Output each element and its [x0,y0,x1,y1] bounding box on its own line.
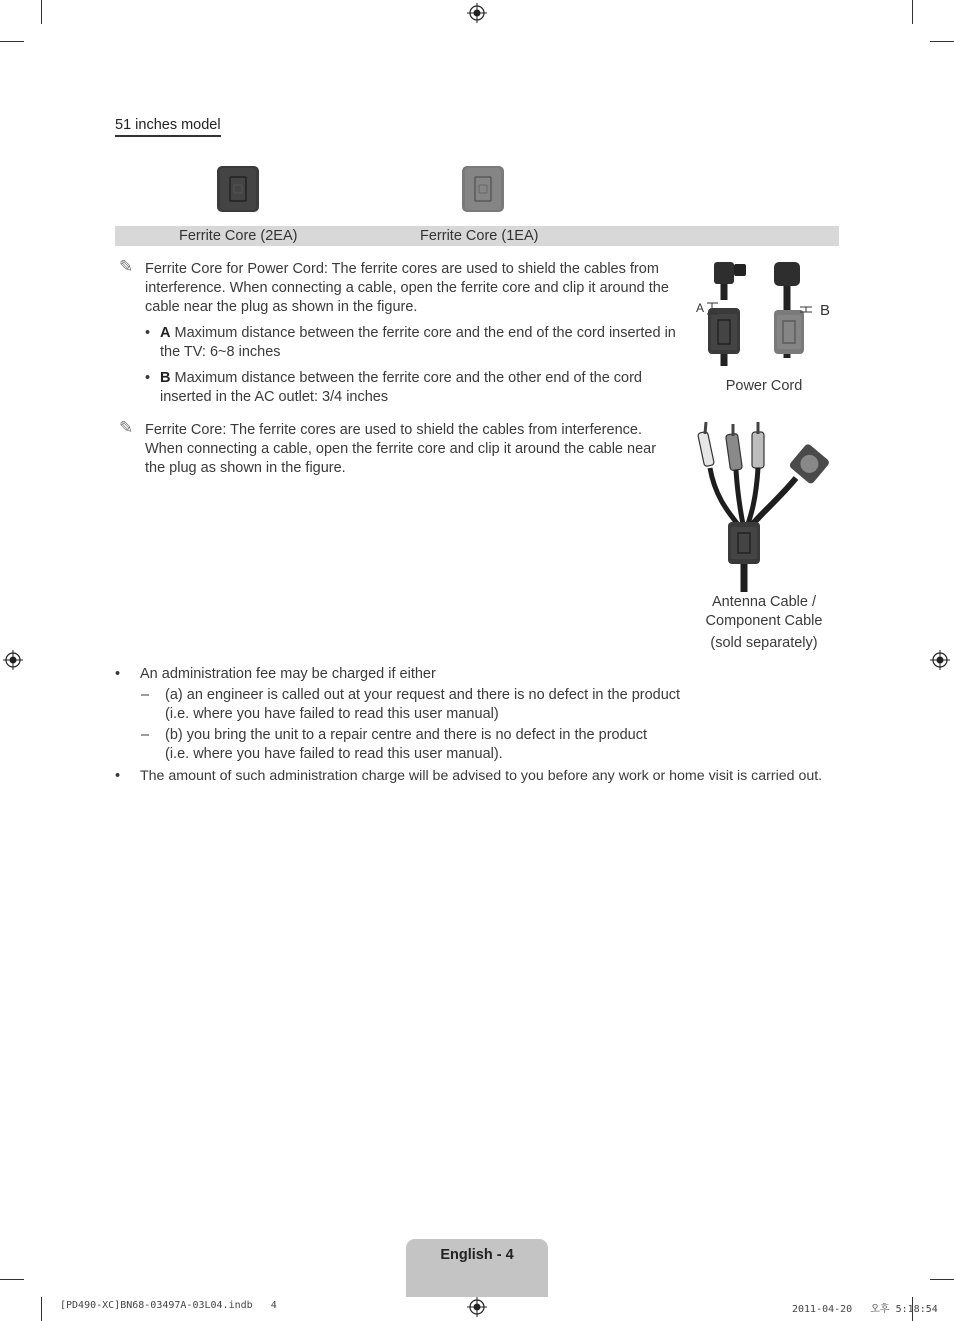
label-b: B [820,302,831,319]
crop-mark [930,41,954,42]
ferrite-core-note: Ferrite Core: The ferrite cores are used to shield the cables from interference. When connecting a cable, open the ferrite core and clip it around the cable near the plug as shown in the figure. [145,422,657,476]
bullet-dot: • [115,666,121,682]
registration-mark-icon [467,3,487,23]
ferrite-core-gray-icon [461,165,505,213]
accessory-label: Ferrite Core (2EA) [179,228,298,244]
bullet-key: A [160,325,171,341]
crop-mark [0,1279,24,1280]
antenna-caption-line: Antenna Cable / [712,594,816,610]
print-file-info: [PD490-XC]BN68-03497A-03L04.indb 4 [60,1300,277,1311]
bullet-dot: • [145,325,151,341]
page-number-tab [406,1239,548,1297]
dash: – [141,727,150,743]
page-label: English - 4 [440,1247,514,1263]
power-cord-note: Ferrite Core for Power Cord: The ferrite cores are used to shield the cables from interference. When connecting a cable, open the ferrite core and clip it around the cable near the plug as shown in the figure. [145,261,669,315]
power-cord-caption: Power Cord [725,378,803,394]
pencil-note-icon: ✎ [119,257,134,276]
fee-subitem-cont: (i.e. where you have failed to read this user manual) [165,706,499,722]
bullet-key: B [160,370,171,386]
crop-mark [930,1279,954,1280]
antenna-caption-line: Component Cable [705,613,823,629]
registration-mark-icon [3,650,23,670]
crop-mark [912,0,913,24]
fee-item: The amount of such administration charge will be advised to you before any work or home visit is carried out. [140,768,823,784]
power-cord-figure [692,258,834,370]
antenna-caption-note: (sold separately) [710,635,818,651]
dash: – [141,687,150,703]
fee-subitem: (a) an engineer is called out at your request and there is no defect in the product [165,687,681,703]
bullet-text: Maximum distance between the ferrite core and the end of the cord inserted in the TV: 6~8 inches [160,325,676,360]
section-title: 51 inches model [115,117,221,137]
label-a: A [696,301,705,315]
crop-mark [41,1297,42,1321]
antenna-component-cable-figure [696,422,834,594]
bullet-dot: • [145,370,151,386]
ferrite-core-dark-icon [216,165,260,213]
registration-mark-icon [930,650,950,670]
pencil-note-icon: ✎ [119,418,134,437]
print-timestamp: 2011-04-20 오후 5:18:54 [792,1304,938,1315]
accessory-label: Ferrite Core (1EA) [420,228,539,244]
bullet-dot: • [115,768,121,784]
crop-mark [0,41,24,42]
bullet-a [160,324,680,362]
fee-item: An administration fee may be charged if either [140,666,436,682]
bullet-text: Maximum distance between the ferrite core and the other end of the cord inserted in the AC outlet: 3/4 inches [160,370,642,405]
registration-mark-icon [467,1297,487,1317]
accessory-label-bar [115,226,839,246]
crop-mark [41,0,42,24]
fee-subitem: (b) you bring the unit to a repair centre and there is no defect in the product [165,727,648,743]
fee-subitem-cont: (i.e. where you have failed to read this user manual). [165,746,503,762]
bullet-b [160,369,670,407]
